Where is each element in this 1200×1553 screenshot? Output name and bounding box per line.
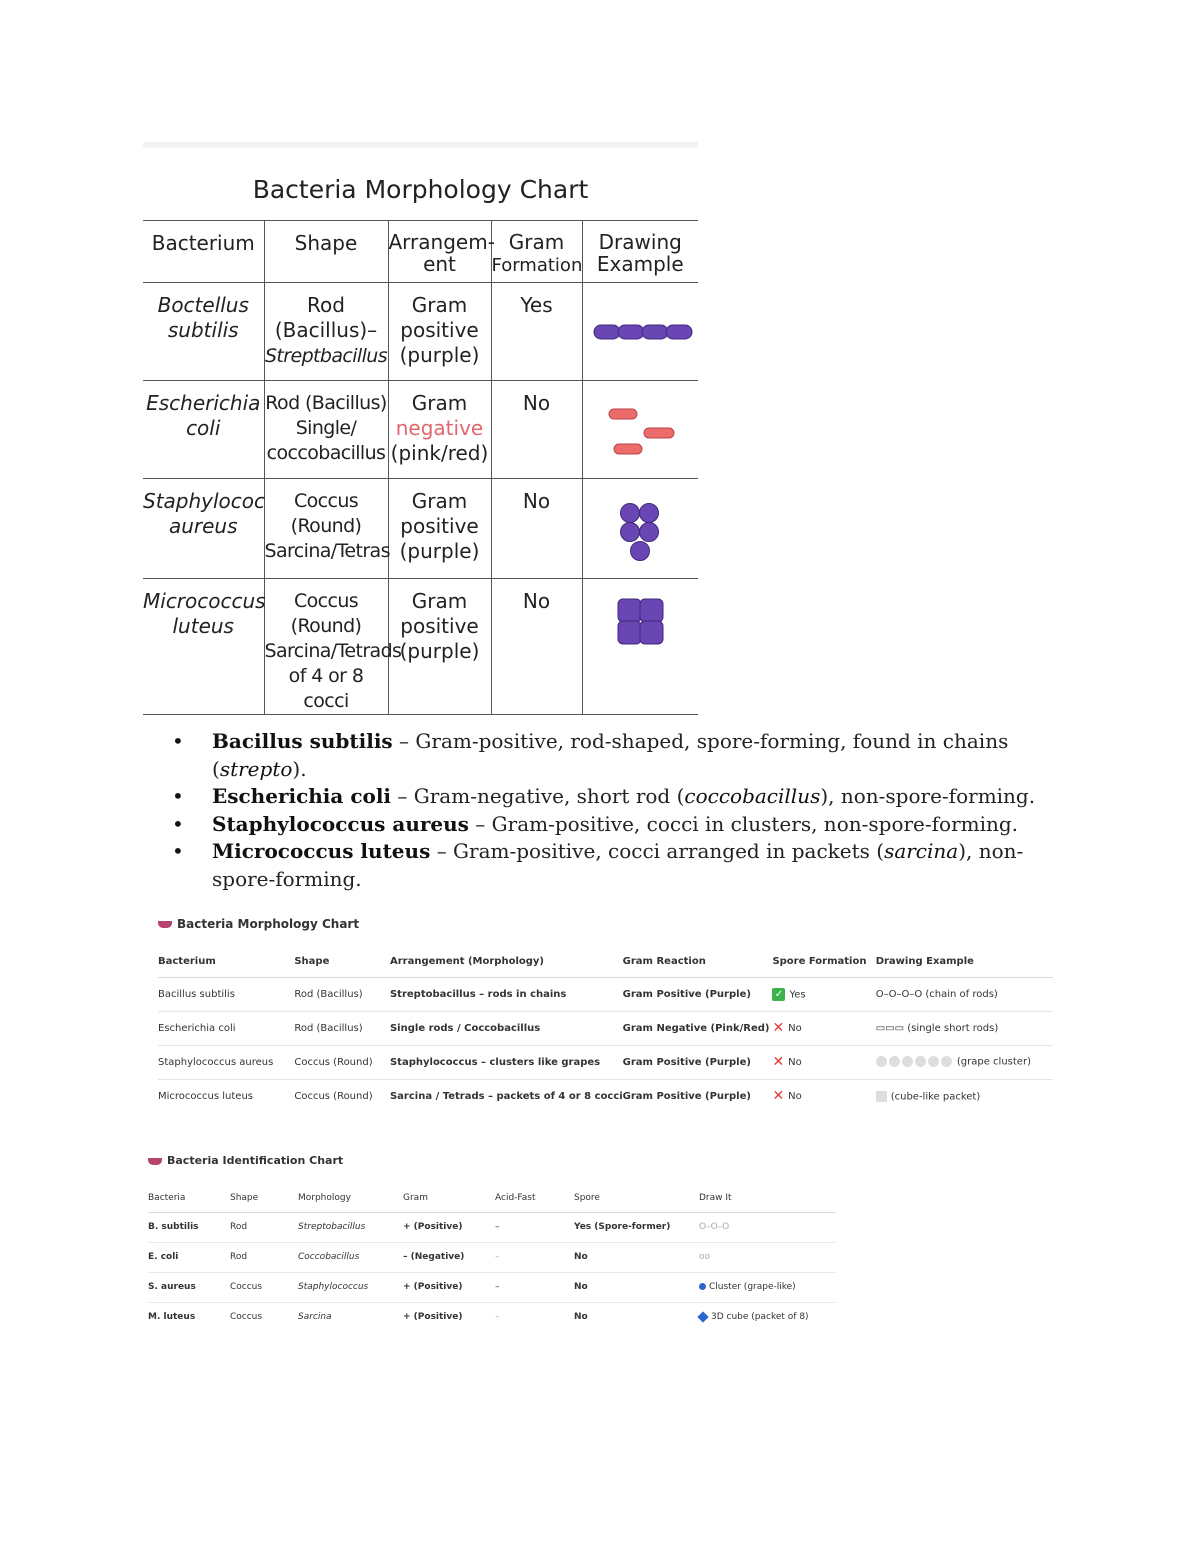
spore-cell: ✓ Yes [772, 977, 875, 1011]
shape-cell: Rod [230, 1212, 298, 1242]
chart2-title: Bacteria Morphology Chart [158, 912, 1053, 936]
bacterium-cell: Boctellus subtilis [143, 283, 264, 381]
header-gram: Gram Reaction [623, 947, 773, 977]
list-item: • Staphylococcus aureus – Gram-positive, cocci in clusters, non-spore-forming. [172, 811, 1052, 839]
shape-cell: Coccus (Round) Sarcina/Tetrads of 4 or 8 cocci [264, 579, 388, 715]
morphology-cell: Staphylococcus [298, 1272, 403, 1302]
drawing-cell: ▭▭▭ (single short rods) [876, 1011, 1053, 1045]
header-morphology: Morphology [298, 1184, 403, 1212]
table-row [143, 479, 698, 579]
shape-cell: Coccus (Round) Sarcina/Tetras [264, 479, 388, 579]
bacterium-cell: Staphylococcus aureus [158, 1045, 294, 1079]
morphology-cell: Coccobacillus [298, 1242, 403, 1272]
blue-dot-icon [699, 1283, 706, 1290]
identification-chart-table [148, 1148, 836, 1332]
shape-cell: Coccus [230, 1272, 298, 1302]
summary-list [172, 728, 1052, 893]
shape-cell: Rod [230, 1242, 298, 1272]
gram-cell: Gram Negative (Pink/Red) [623, 1011, 773, 1045]
header-shape: Shape [264, 221, 388, 283]
table-row [158, 1045, 1053, 1079]
shape-cell: Rod (Bacillus) [294, 977, 390, 1011]
gram-cell: Gram Positive (Purple) [622, 1090, 751, 1102]
shape-cell: Rod (Bacillus) Single/ coccobacillus [264, 381, 388, 479]
shape-cell: Rod (Bacillus) [294, 1011, 390, 1045]
gram-cell: + (Positive) [403, 1272, 495, 1302]
header-row [158, 947, 1053, 977]
arrangement-cell: Staphylococcus – clusters like grapes [390, 1045, 623, 1079]
header-gram: Gram [403, 1184, 495, 1212]
drawing-cell: O–O–O–O (chain of rods) [876, 977, 1053, 1011]
check-icon: ✓ [772, 988, 785, 1001]
header-spore: Spore Formation [772, 947, 875, 977]
gram-cell: No [491, 479, 582, 579]
gram-cell: + (Positive) [403, 1212, 495, 1242]
drawing-cell [582, 283, 698, 381]
spore-cell: Yes (Spore-former) [574, 1212, 699, 1242]
circle-icon [928, 1056, 939, 1067]
table-row [143, 381, 698, 479]
circle-icon [941, 1056, 952, 1067]
list-item: • Micrococcus luteus – Gram-positive, cocci arranged in packets (sarcina), non-spore-forming. [172, 838, 1052, 893]
tetrad-packet-drawing [583, 579, 699, 689]
gram-cell: No [491, 381, 582, 479]
spore-cell: ✕ No [772, 1088, 802, 1105]
acid-fast-cell: – [495, 1272, 574, 1302]
circle-icon [915, 1056, 926, 1067]
arrangement-cell: Single rods / Coccobacillus [390, 1011, 623, 1045]
shape-cell: Rod (Bacillus)– Streptbacillus [264, 283, 388, 381]
header-row [143, 221, 698, 283]
draw-cell: O–O–O [699, 1212, 836, 1242]
drawing-cell [582, 579, 698, 715]
header-spore: Spore [574, 1184, 699, 1212]
spore-cell: No [574, 1242, 699, 1272]
drawing-cell: (cube-like packet) [876, 1079, 1053, 1113]
chart3-title: Bacteria Identification Chart [148, 1148, 836, 1174]
acid-fast-cell: – [495, 1212, 574, 1242]
arrangement-cell: Sarcina / Tetrads – packets of 4 or 8 cocci [389, 1090, 623, 1102]
header-bacterium: Bacterium [158, 947, 294, 977]
test-tube-icon [148, 1158, 162, 1165]
bacterium-cell: Bacillus subtilis [158, 977, 294, 1011]
header-shape: Shape [230, 1184, 298, 1212]
morphology-chart-table [158, 912, 1053, 1113]
table-row [148, 1242, 836, 1272]
arrangement-cell: Streptobacillus – rods in chains [390, 977, 623, 1011]
test-tube-icon [158, 921, 172, 928]
arrangement-cell: Gram negative (pink/red) [388, 381, 491, 479]
spore-cell: No [574, 1272, 699, 1302]
table-row [143, 283, 698, 381]
header-bacterium: Bacterium [143, 221, 264, 283]
gram-cell: Gram Positive (Purple) [623, 1045, 773, 1079]
gram-cell: + (Positive) [403, 1312, 463, 1323]
header-draw-it: Draw It [699, 1184, 836, 1212]
identification-table [148, 1184, 836, 1332]
draw-cell: 3D cube (packet of 8) [699, 1302, 836, 1332]
bacterium-cell: Escherichia coli [143, 381, 264, 479]
gram-cell: Gram Positive (Purple) [623, 977, 773, 1011]
grape-cluster-drawing [583, 479, 699, 577]
morphology-cell: Sarcina [298, 1312, 332, 1323]
arrangement-cell: Gram positive (purple) [388, 479, 491, 579]
bacteria-cell: B. subtilis [148, 1212, 230, 1242]
drawing-cell [582, 381, 698, 479]
table-row [158, 977, 1053, 1011]
blue-diamond-icon [697, 1311, 708, 1322]
header-drawing: Drawing Example [876, 947, 1053, 977]
bacteria-cell: M. luteus [148, 1312, 196, 1323]
header-bacteria: Bacteria [148, 1184, 230, 1212]
bacterium-cell: Micrococcus luteus [143, 579, 264, 715]
header-arrangement: Arrangem- ent [388, 221, 491, 283]
draw-cell: Cluster (grape-like) [699, 1272, 836, 1302]
spore-cell: No [574, 1312, 588, 1323]
chart-title: Bacteria Morphology Chart [252, 175, 589, 204]
circle-icon [889, 1056, 900, 1067]
header-gram: Gram Formation [491, 221, 582, 283]
header-arrangement: Arrangement (Morphology) [390, 947, 623, 977]
circle-icon [902, 1056, 913, 1067]
bacterium-cell: Escherichia coli [158, 1011, 294, 1045]
bacteria-cell: S. aureus [148, 1272, 230, 1302]
morphology-table [143, 220, 698, 715]
header-shape: Shape [294, 947, 390, 977]
gram-cell: Yes [491, 283, 582, 381]
shape-cell: Coccus [230, 1312, 263, 1323]
circle-icon [876, 1056, 887, 1067]
shape-cell: Coccus (Round) [294, 1045, 390, 1079]
bacterium-cell: Micrococcus luteus [158, 1090, 253, 1102]
table-row [143, 579, 698, 715]
gram-cell: – (Negative) [403, 1242, 495, 1272]
single-rods-drawing [583, 381, 699, 477]
header-drawing: Drawing Example [582, 221, 698, 283]
list-item: • Escherichia coli – Gram-negative, short rod (coccobacillus), non-spore-forming. [172, 783, 1052, 811]
arrangement-cell: Gram positive (purple) [388, 283, 491, 381]
table-row [158, 1011, 1053, 1045]
table-row [148, 1302, 836, 1332]
list-item: • Bacillus subtilis – Gram-positive, rod-shaped, spore-forming, found in chains (strepto). [172, 728, 1052, 783]
table-row [158, 1079, 1053, 1113]
spore-cell: ✕ No [772, 1045, 875, 1079]
bacteria-cell: E. coli [148, 1242, 230, 1272]
cross-icon: ✕ [772, 1020, 785, 1036]
bacterium-cell: Staphylococ aureus [143, 479, 264, 579]
cross-icon: ✕ [772, 1088, 785, 1105]
cross-icon: ✕ [772, 1054, 785, 1070]
header-row [148, 1184, 836, 1212]
rod-chain-drawing [583, 283, 699, 379]
acid-fast-cell: – [495, 1312, 500, 1323]
draw-cell: oo [699, 1242, 836, 1272]
acid-fast-cell: – [495, 1242, 574, 1272]
header-acid-fast: Acid-Fast [495, 1184, 574, 1212]
table-row [148, 1212, 836, 1242]
gram-cell: No [491, 579, 582, 715]
spore-cell: ✕ No [772, 1011, 875, 1045]
morphology-chart-image [143, 142, 698, 712]
morphology-table-2 [158, 947, 1053, 1113]
drawing-cell [582, 479, 698, 579]
square-icon [876, 1091, 887, 1102]
arrangement-cell: Gram positive (purple) [388, 579, 491, 715]
drawing-cell: (grape cluster) [876, 1045, 1053, 1079]
table-row [148, 1272, 836, 1302]
shape-cell: Coccus (Round) [294, 1090, 373, 1102]
morphology-cell: Streptobacillus [298, 1212, 403, 1242]
